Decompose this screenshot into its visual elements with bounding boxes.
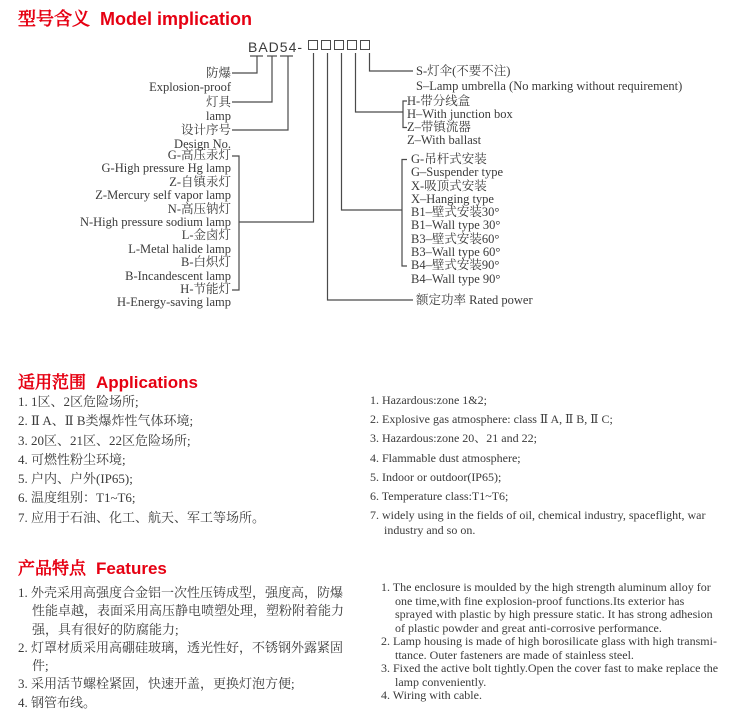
list-item: 5. 户内、户外(IP65); — [18, 471, 133, 487]
list-item: 2. Ⅱ A、Ⅱ B类爆炸性气体环境; — [18, 413, 194, 429]
label-explosion-proof — [149, 66, 231, 94]
label-line: N-High pressure sodium lamp — [79, 215, 231, 230]
list-item: 3. 20区、21区、22区危险场所; — [18, 432, 191, 448]
label-group-lamp-types — [80, 149, 231, 310]
label-line: B3–Wall type 60° — [411, 245, 501, 260]
page-title-zh: 型号含义 — [18, 9, 90, 29]
label-line: 灯具 — [205, 95, 231, 109]
model-code-box — [347, 40, 357, 50]
label-line: B-Incandescent lamp — [125, 268, 231, 283]
label-group-junction-ballast — [407, 95, 513, 147]
label-line: B4–壁式安装90° — [411, 258, 500, 273]
list-item: 2. Explosive gas atmosphere: class Ⅱ A, Ⅱ B, Ⅱ C; — [370, 412, 613, 427]
list-item: 4. 可燃性粉尘环境; — [18, 451, 126, 467]
features-list-zh — [18, 584, 344, 712]
list-item: 6. 温度组别：T1~T6; — [18, 490, 136, 506]
label-line: lamp — [206, 109, 231, 123]
model-code-box — [360, 40, 370, 50]
applications-heading-zh: 适用范围 — [18, 373, 86, 392]
label-line: B1–壁式安装30° — [411, 205, 500, 220]
model-code-boxes — [308, 40, 373, 58]
model-code-box — [308, 40, 318, 50]
label-line: X-吸顶式安装 — [411, 178, 487, 193]
label-line: H–With junction box — [407, 107, 513, 121]
list-item: 4. Flammable dust atmosphere; — [370, 450, 521, 465]
list-item: 2. Lamp housing is made of high borosilicate glass with high transmi- ttance. Outer fasteners are made of stainless steel. — [381, 634, 717, 662]
model-code-box — [334, 40, 344, 50]
list-item: 6. Temperature class:T1~T6; — [370, 488, 509, 503]
label-line: L-金卤灯 — [181, 228, 231, 243]
page-title-en: Model implication — [100, 9, 253, 29]
label-line: H-节能灯 — [180, 282, 231, 297]
label-line: Design No. — [174, 137, 231, 151]
label-rated-power: 额定功率 Rated power — [416, 293, 533, 307]
label-line: B4–Wall type 90° — [411, 271, 501, 286]
label-line: N-高压钠灯 — [167, 201, 231, 216]
label-line: G-High pressure Hg lamp — [101, 161, 231, 176]
list-item: 1. 外壳采用高强度合金铝一次性压铸成型，强度高，防爆性能卓越，表面采用高压静电喷塑处理，塑粉附着能力强，具有很好的防腐能力; — [18, 585, 345, 637]
label-line: G-高压汞灯 — [167, 148, 231, 162]
label-line: X–Hanging type — [411, 191, 494, 206]
list-item: 1. The enclosure is moulded by the high strength aluminum alloy for one time,with fine explosion-proof functions.Its exterior has sprayed with plastic by high pressure static. It has strong adhesion of plastic powder and great anti-corrosive performance. — [381, 580, 713, 635]
label-line: H-带分线盒 — [407, 94, 471, 108]
features-heading-zh: 产品特点 — [18, 559, 86, 578]
label-line: S–Lamp umbrella (No marking without requirement) — [416, 79, 683, 93]
list-item: 4. 钢管布线。 — [18, 694, 97, 710]
applications-heading-en: Applications — [96, 373, 199, 392]
list-item: 4. Wiring with cable. — [381, 688, 482, 702]
label-line: B-白炽灯 — [180, 255, 231, 270]
list-item: 1. 1区、2区危险场所; — [18, 394, 139, 409]
list-item: 1. Hazardous:zone 1&2; — [370, 393, 487, 407]
label-line: Z–带镇流器 — [407, 120, 471, 134]
label-design-no — [174, 123, 231, 151]
label-line: G–Suspender type — [411, 165, 503, 180]
applications-list-zh — [18, 394, 363, 529]
list-item: 5. Indoor or outdoor(IP65); — [370, 469, 502, 484]
label-line: Explosion-proof — [149, 80, 231, 94]
model-code: BAD54- — [248, 39, 304, 55]
list-item: 3. Hazardous:zone 20、21 and 22; — [370, 431, 537, 446]
features-heading-en: Features — [96, 559, 167, 578]
features-list-en — [381, 581, 721, 703]
label-line: B3–壁式安装60° — [411, 231, 500, 246]
label-line: Z-自镇汞灯 — [169, 174, 231, 189]
label-line: L-Metal halide lamp — [128, 241, 231, 256]
label-line: B1–Wall type 30° — [411, 218, 501, 233]
label-lamp-umbrella — [416, 64, 682, 94]
list-item: 7. widely using in the fields of oil, chemical industry, spaceflight, war industry and so on. — [370, 508, 706, 538]
label-line: G-吊杆式安装 — [411, 152, 487, 166]
label-line: 防爆 — [205, 66, 231, 80]
applications-heading — [18, 368, 198, 393]
list-item: 2. 灯罩材质采用高硼硅玻璃，透光性好，不锈钢外露紧固件; — [18, 639, 344, 674]
label-line: Z–With ballast — [407, 133, 482, 147]
label-lamp — [206, 95, 231, 123]
label-group-mount-types — [411, 153, 503, 286]
list-item: 7. 应用于石油、化工、航天、军工等场所。 — [18, 509, 266, 525]
label-line: H-Energy-saving lamp — [117, 295, 231, 310]
label-line: 设计序号 — [180, 123, 231, 137]
features-heading — [18, 554, 167, 579]
model-code-box — [321, 40, 331, 50]
label-line: S-灯伞(不要不注) — [416, 64, 511, 78]
list-item: 3. Fixed the active bolt tightly.Open the cover fast to make replace the lamp conveniently. — [381, 661, 719, 689]
list-item: 3. 采用活节螺栓紧固，快速开盖，更换灯泡方便; — [18, 676, 295, 692]
applications-list-en — [370, 393, 718, 542]
label-line: Z-Mercury self vapor lamp — [95, 188, 231, 203]
